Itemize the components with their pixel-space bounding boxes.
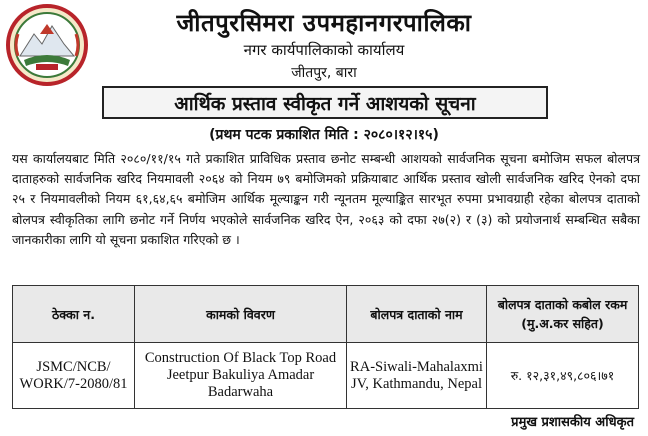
col-header-contract-no: ठेक्का न. bbox=[13, 286, 135, 343]
table-row bbox=[13, 343, 639, 409]
publish-date: (प्रथम पटक प्रकाशित मिति : २०८०।१२।१५) bbox=[209, 127, 439, 143]
signature-title: प्रमुख प्रशासकीय अधिकृत bbox=[511, 415, 634, 430]
cell-contract-no: JSMC/NCB/ WORK/7-2080/81 bbox=[13, 343, 135, 409]
office-address: जीतपुर, बारा bbox=[291, 65, 357, 81]
col-header-work-description: कामको विवरण bbox=[135, 286, 347, 343]
notice-heading: आर्थिक प्रस्ताव स्वीकृत गर्ने आशयको सूचना bbox=[102, 86, 548, 119]
municipality-title: जीतपुरसिमरा उपमहानगरपालिका bbox=[176, 9, 472, 37]
notice-body: यस कार्यालयबाट मिति २०८०/११/१५ गते प्रकाशित प्राविधिक प्रस्ताव छनोट सम्बन्धी आशयको सार्वजनिक सूचना बमोजिम सफल बोलपत्र दाताहरुको सार्वजनिक खरिद नियमावली २०६४ को नियम ७९ बमोजिमको प्रक्रियाबाट आर्थिक प्रस्ताव खोली सार्वजनिक खरिद ऐनको दफा २५ र नियमावलीको नियम ६१,६४,६५ बमोजिम आर्थिक मूल्याङ्कन गरी न्यूनतम मूल्याङ्कित सारभूत रुपमा प्रभावग्राही रहेका बोलपत्र दाताको बोलपत्र स्वीकृतिका लागि छनोट गर्ने निर्णय भएकोले सार्वजनिक खरिद ऐन, २०६३ को दफा २७(२) र (३) को प्रयोजनार्थ सम्बन्धित सबैका जानकारीका लागि यो सूचना प्रकाशित गरिएको छ । bbox=[12, 151, 640, 247]
cell-work-description: Construction Of Black Top Road Jeetpur Bakuliya Amadar Badarwaha bbox=[135, 343, 347, 409]
col-header-bid-amount: बोलपत्र दाताको कबोल रकम (मु.अ.कर सहित) bbox=[487, 286, 639, 343]
table-header-row bbox=[13, 286, 639, 343]
cell-bid-amount: रु. १२,३१,४९,८०६।७१ bbox=[487, 343, 639, 409]
cell-bidder-name: RA-Siwali-Mahalaxmi JV, Kathmandu, Nepal bbox=[347, 343, 487, 409]
col-header-bidder-name: बोलपत्र दाताको नाम bbox=[347, 286, 487, 343]
office-name: नगर कार्यपालिकाको कार्यालय bbox=[243, 41, 405, 59]
award-table bbox=[12, 285, 639, 409]
